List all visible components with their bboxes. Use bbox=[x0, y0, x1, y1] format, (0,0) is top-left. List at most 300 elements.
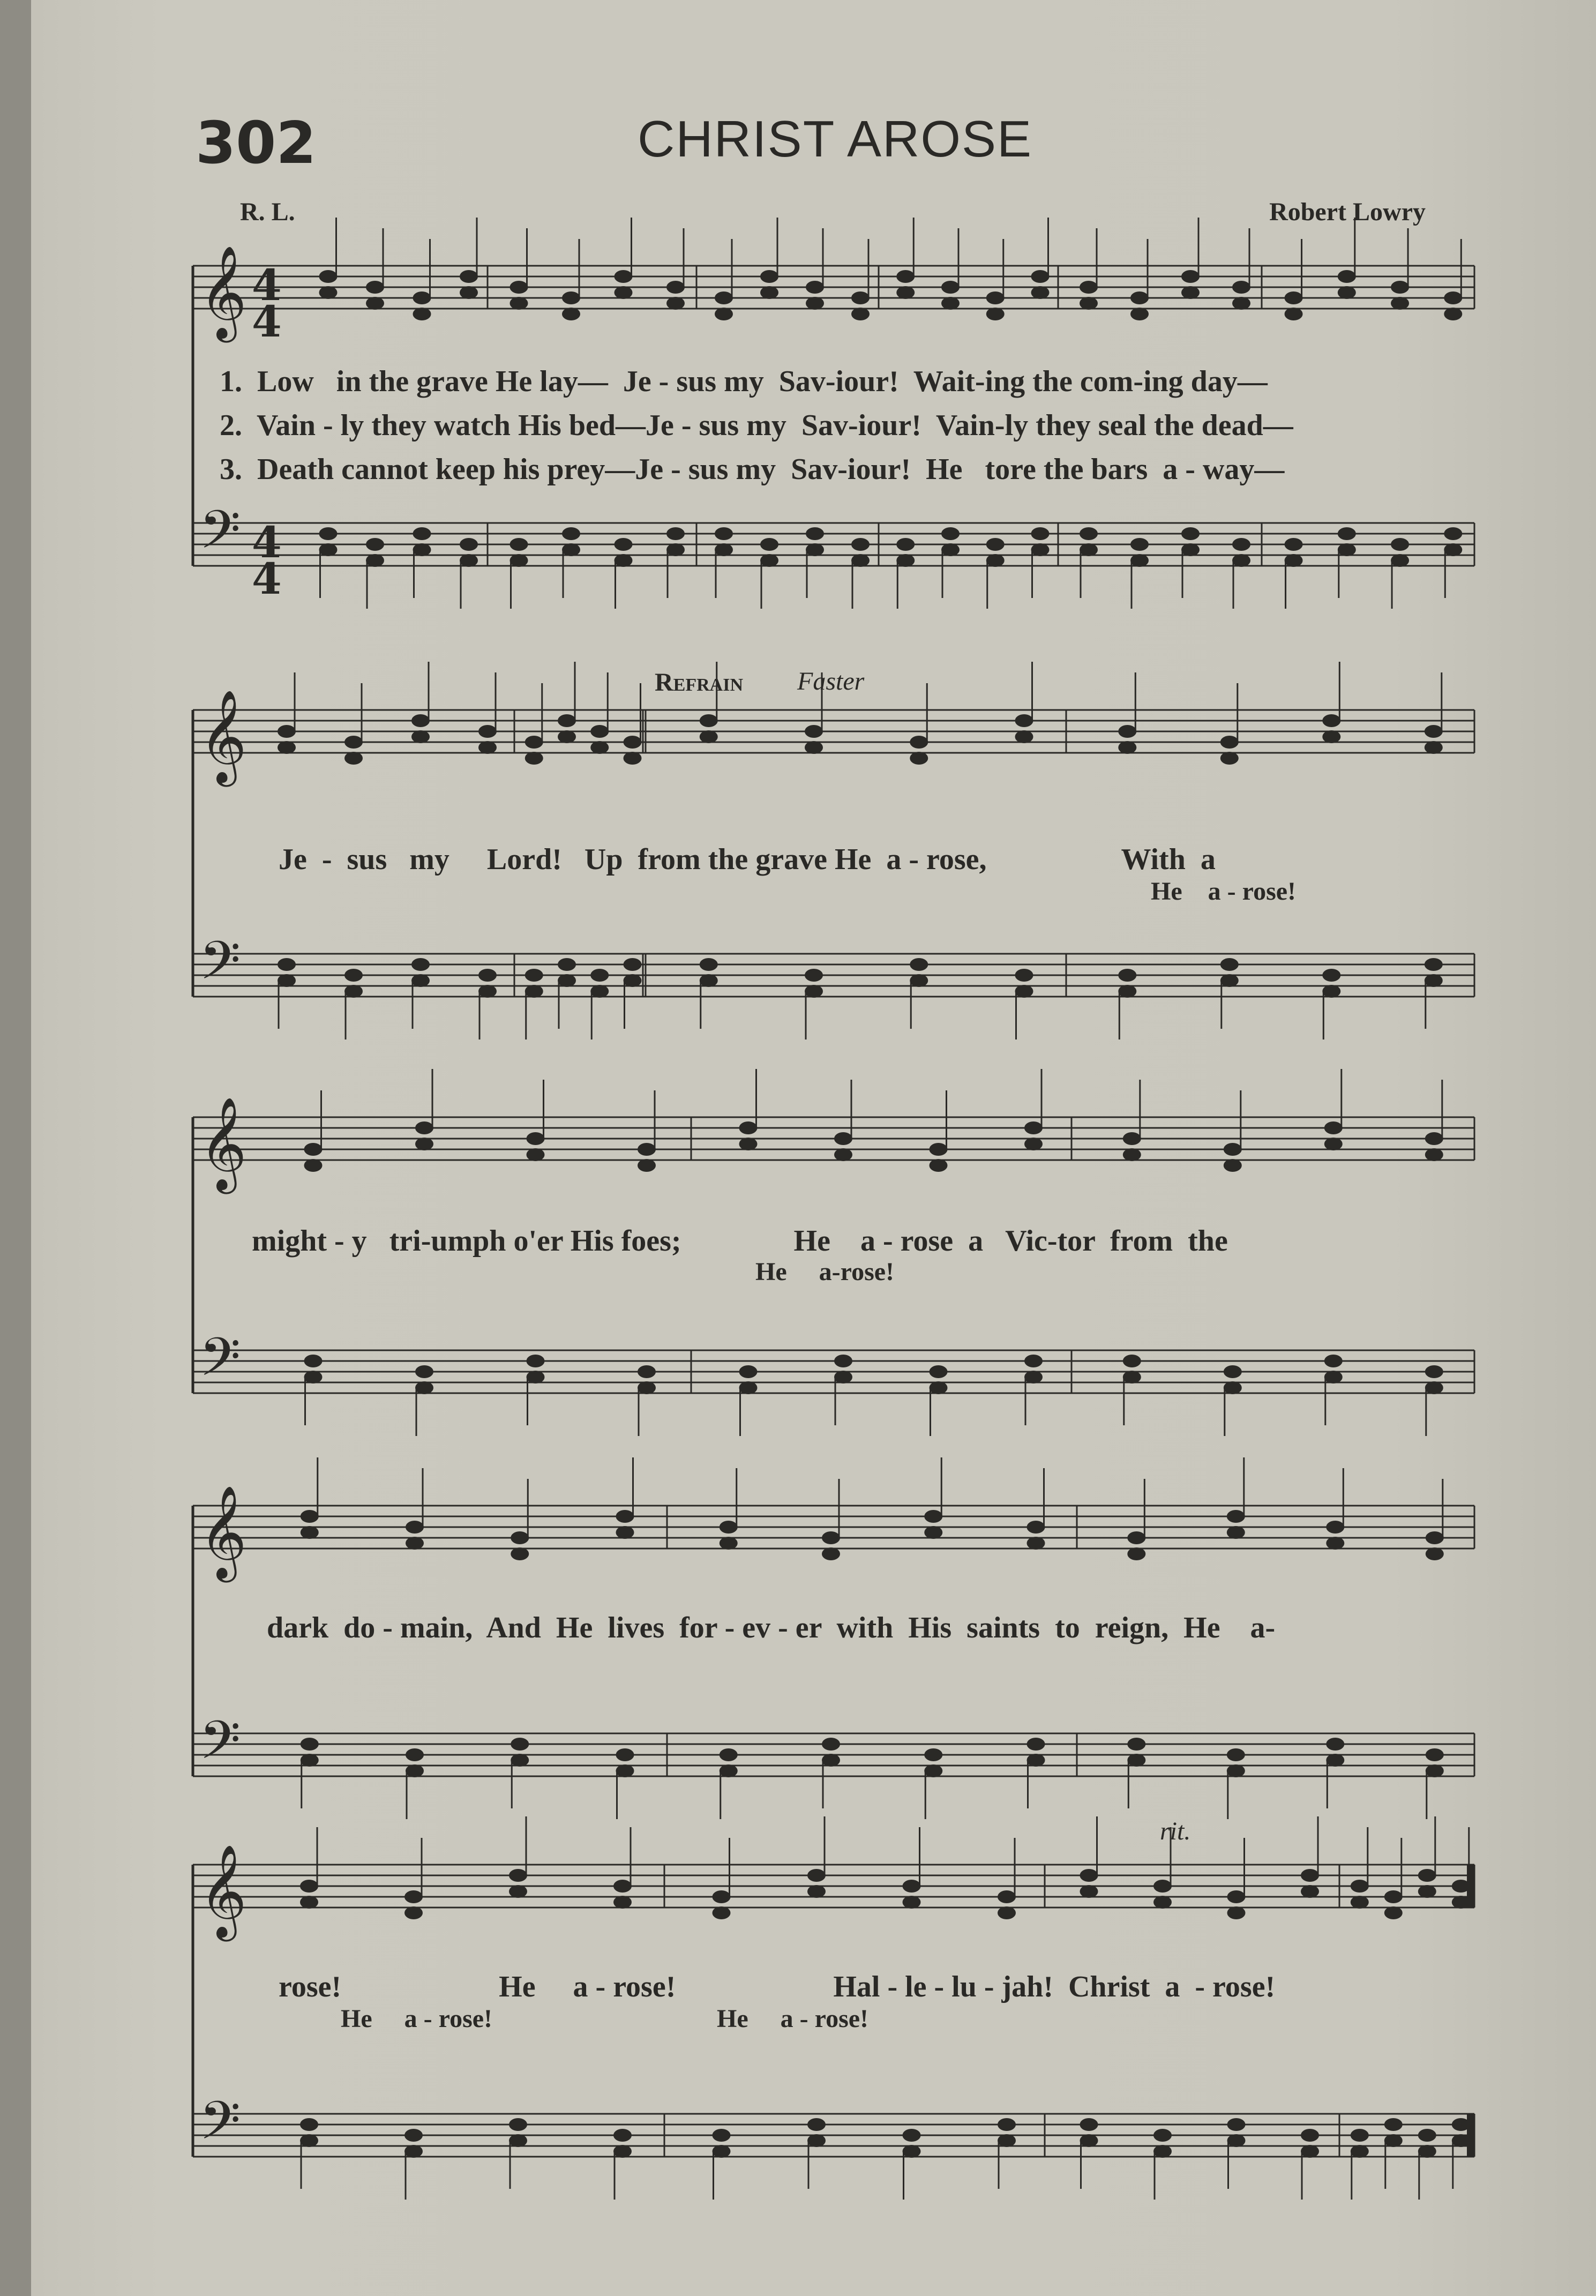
bass-notehead bbox=[509, 2118, 527, 2131]
treble-notehead bbox=[525, 736, 543, 749]
bass-notehead bbox=[613, 2129, 632, 2142]
composer-credit: Robert Lowry bbox=[1269, 198, 1426, 226]
bass-notehead bbox=[1220, 958, 1239, 971]
treble-notehead bbox=[301, 1510, 319, 1523]
bass-notehead bbox=[278, 958, 296, 971]
treble-notehead bbox=[1224, 1143, 1242, 1156]
treble-notehead bbox=[910, 752, 928, 765]
bass-notehead bbox=[1227, 1764, 1245, 1777]
bass-notehead bbox=[562, 527, 580, 540]
treble-notehead bbox=[805, 725, 823, 738]
treble-notehead bbox=[910, 736, 928, 749]
bass-notehead bbox=[1324, 1355, 1343, 1367]
echo-lyric: He a-rose! bbox=[755, 1258, 895, 1286]
bass-notehead bbox=[822, 1754, 840, 1767]
treble-notehead bbox=[739, 1138, 758, 1150]
bass-notehead bbox=[666, 543, 685, 556]
treble-notehead bbox=[300, 1880, 318, 1893]
bass-notehead bbox=[1127, 1738, 1145, 1751]
bass-notehead bbox=[413, 543, 431, 556]
bass-notehead bbox=[304, 1355, 323, 1367]
bass-notehead bbox=[739, 1365, 758, 1378]
treble-notehead bbox=[1322, 714, 1340, 727]
treble-notehead bbox=[1227, 1890, 1246, 1903]
treble-notehead bbox=[903, 1896, 921, 1909]
bass-notehead bbox=[1232, 554, 1250, 567]
bass-notehead bbox=[806, 543, 824, 556]
bass-notehead bbox=[715, 543, 733, 556]
treble-clef-icon: 𝄞 bbox=[199, 1485, 247, 1579]
treble-notehead bbox=[415, 1138, 433, 1150]
bass-notehead bbox=[1338, 543, 1356, 556]
bass-notehead bbox=[344, 985, 363, 998]
bass-notehead bbox=[1015, 985, 1033, 998]
bass-notehead bbox=[300, 2118, 318, 2131]
refrain-lyrics-line-4: rose! He a - rose! Hal - le - lu - jah! Christ a - rose! bbox=[279, 1970, 1276, 2003]
bass-notehead bbox=[616, 1748, 634, 1761]
treble-notehead bbox=[613, 1896, 632, 1909]
treble-notehead bbox=[366, 281, 384, 294]
bass-notehead bbox=[713, 2129, 731, 2142]
treble-notehead bbox=[1080, 281, 1098, 294]
treble-notehead bbox=[1351, 1880, 1369, 1893]
bass-notehead bbox=[460, 554, 478, 567]
refrain-lyrics-line-1: Je - sus my Lord! Up from the grave He a - rose, With a bbox=[279, 843, 1216, 876]
treble-clef-icon: 𝄞 bbox=[199, 690, 247, 783]
treble-notehead bbox=[1301, 1885, 1319, 1898]
bass-notehead bbox=[638, 1381, 656, 1394]
treble-notehead bbox=[700, 714, 718, 727]
bass-notehead bbox=[613, 2145, 632, 2158]
bass-notehead bbox=[924, 1764, 942, 1777]
treble-notehead bbox=[301, 1526, 319, 1539]
bass-notehead bbox=[986, 538, 1005, 551]
bass-notehead bbox=[558, 958, 576, 971]
treble-notehead bbox=[930, 1159, 948, 1172]
treble-notehead bbox=[1425, 725, 1443, 738]
bass-notehead bbox=[1426, 1748, 1444, 1761]
treble-notehead bbox=[1384, 1906, 1403, 1919]
time-signature-bottom-bass: 4 bbox=[252, 554, 282, 604]
treble-notehead bbox=[525, 752, 543, 765]
bass-clef-icon: 𝄢 bbox=[199, 930, 241, 1005]
treble-notehead bbox=[1127, 1547, 1145, 1560]
treble-notehead bbox=[300, 1896, 318, 1909]
treble-notehead bbox=[509, 1885, 527, 1898]
refrain-label: Refrain bbox=[655, 668, 744, 697]
treble-notehead bbox=[739, 1121, 758, 1134]
treble-notehead bbox=[1301, 1869, 1319, 1882]
treble-notehead bbox=[558, 714, 576, 727]
tempo-marking: Faster bbox=[797, 667, 865, 695]
treble-notehead bbox=[1418, 1885, 1436, 1898]
treble-notehead bbox=[713, 1890, 731, 1903]
treble-notehead bbox=[1426, 1547, 1444, 1560]
treble-notehead bbox=[1285, 308, 1303, 320]
bass-notehead bbox=[1080, 543, 1098, 556]
treble-notehead bbox=[406, 1537, 424, 1550]
bass-notehead bbox=[1285, 554, 1303, 567]
treble-notehead bbox=[1452, 1880, 1470, 1893]
treble-notehead bbox=[478, 741, 497, 754]
treble-notehead bbox=[278, 741, 296, 754]
treble-notehead bbox=[624, 736, 642, 749]
bass-notehead bbox=[1227, 2118, 1246, 2131]
bass-notehead bbox=[1322, 969, 1340, 982]
treble-notehead bbox=[1027, 1521, 1045, 1534]
treble-notehead bbox=[1220, 736, 1239, 749]
bass-notehead bbox=[720, 1748, 738, 1761]
treble-notehead bbox=[278, 725, 296, 738]
bass-notehead bbox=[1027, 1738, 1045, 1751]
treble-notehead bbox=[715, 308, 733, 320]
treble-notehead bbox=[304, 1143, 323, 1156]
treble-notehead bbox=[1391, 281, 1409, 294]
treble-notehead bbox=[1080, 297, 1098, 310]
bass-notehead bbox=[590, 985, 609, 998]
bass-notehead bbox=[739, 1381, 758, 1394]
bass-notehead bbox=[478, 969, 497, 982]
treble-notehead bbox=[1031, 286, 1050, 299]
bass-notehead bbox=[666, 527, 685, 540]
treble-notehead bbox=[1227, 1510, 1245, 1523]
treble-notehead bbox=[700, 730, 718, 743]
bass-notehead bbox=[760, 538, 778, 551]
treble-notehead bbox=[1227, 1526, 1245, 1539]
bass-notehead bbox=[411, 974, 430, 987]
bass-notehead bbox=[1301, 2145, 1319, 2158]
bass-notehead bbox=[511, 1754, 529, 1767]
bass-notehead bbox=[896, 538, 915, 551]
bass-notehead bbox=[910, 974, 928, 987]
treble-notehead bbox=[930, 1143, 948, 1156]
bass-notehead bbox=[366, 554, 384, 567]
treble-notehead bbox=[834, 1148, 852, 1161]
treble-notehead bbox=[1015, 714, 1033, 727]
treble-notehead bbox=[1418, 1869, 1436, 1882]
treble-notehead bbox=[851, 291, 870, 304]
treble-notehead bbox=[1127, 1531, 1145, 1544]
treble-notehead bbox=[1027, 1537, 1045, 1550]
bass-notehead bbox=[834, 1371, 852, 1383]
bass-notehead bbox=[525, 985, 543, 998]
treble-notehead bbox=[720, 1521, 738, 1534]
treble-notehead bbox=[1384, 1890, 1403, 1903]
treble-notehead bbox=[562, 308, 580, 320]
treble-notehead bbox=[366, 297, 384, 310]
treble-notehead bbox=[834, 1132, 852, 1145]
treble-clef-icon: 𝄞 bbox=[199, 1097, 247, 1190]
bass-notehead bbox=[1118, 985, 1136, 998]
echo-lyric: He a - rose! bbox=[341, 2005, 493, 2033]
bass-notehead bbox=[1031, 527, 1050, 540]
bass-notehead bbox=[1220, 974, 1239, 987]
bass-notehead bbox=[1027, 1754, 1045, 1767]
bass-clef-icon: 𝄢 bbox=[199, 499, 241, 574]
treble-notehead bbox=[1338, 270, 1356, 283]
bass-notehead bbox=[1118, 969, 1136, 982]
treble-notehead bbox=[986, 291, 1005, 304]
bass-notehead bbox=[851, 554, 870, 567]
bass-notehead bbox=[1384, 2118, 1403, 2131]
bass-notehead bbox=[1301, 2129, 1319, 2142]
treble-notehead bbox=[404, 1890, 423, 1903]
treble-notehead bbox=[1338, 286, 1356, 299]
treble-notehead bbox=[1130, 291, 1149, 304]
treble-notehead bbox=[1118, 741, 1136, 754]
bass-notehead bbox=[1224, 1365, 1242, 1378]
treble-notehead bbox=[1220, 752, 1239, 765]
bass-notehead bbox=[1181, 527, 1200, 540]
treble-notehead bbox=[1123, 1148, 1141, 1161]
bass-notehead bbox=[930, 1381, 948, 1394]
treble-notehead bbox=[1181, 270, 1200, 283]
bass-notehead bbox=[558, 974, 576, 987]
bass-notehead bbox=[1338, 527, 1356, 540]
bass-notehead bbox=[941, 527, 960, 540]
treble-notehead bbox=[1326, 1521, 1344, 1534]
treble-notehead bbox=[713, 1906, 731, 1919]
treble-notehead bbox=[624, 752, 642, 765]
bass-notehead bbox=[1227, 1748, 1245, 1761]
bass-notehead bbox=[404, 2145, 423, 2158]
treble-notehead bbox=[478, 725, 497, 738]
bass-notehead bbox=[1351, 2129, 1369, 2142]
bass-notehead bbox=[1153, 2145, 1172, 2158]
bass-notehead bbox=[415, 1381, 433, 1394]
bass-notehead bbox=[851, 538, 870, 551]
bass-notehead bbox=[615, 554, 633, 567]
bass-notehead bbox=[807, 2118, 826, 2131]
bass-notehead bbox=[415, 1365, 433, 1378]
treble-notehead bbox=[760, 270, 778, 283]
bass-notehead bbox=[986, 554, 1005, 567]
treble-notehead bbox=[715, 291, 733, 304]
treble-notehead bbox=[998, 1890, 1016, 1903]
bass-notehead bbox=[478, 985, 497, 998]
bass-notehead bbox=[1326, 1738, 1344, 1751]
treble-notehead bbox=[666, 281, 685, 294]
bass-notehead bbox=[1391, 538, 1409, 551]
treble-notehead bbox=[998, 1906, 1016, 1919]
bass-notehead bbox=[511, 1738, 529, 1751]
bass-notehead bbox=[713, 2145, 731, 2158]
bass-notehead bbox=[510, 538, 528, 551]
bass-notehead bbox=[805, 969, 823, 982]
treble-notehead bbox=[460, 286, 478, 299]
treble-notehead bbox=[806, 281, 824, 294]
treble-notehead bbox=[413, 308, 431, 320]
hymn-number: 302 bbox=[196, 110, 317, 177]
treble-notehead bbox=[666, 297, 685, 310]
bass-notehead bbox=[1080, 2134, 1098, 2147]
bass-notehead bbox=[615, 538, 633, 551]
bass-notehead bbox=[715, 527, 733, 540]
bass-notehead bbox=[590, 969, 609, 982]
treble-notehead bbox=[406, 1521, 424, 1534]
bass-notehead bbox=[1080, 2118, 1098, 2131]
bass-notehead bbox=[1232, 538, 1250, 551]
bass-notehead bbox=[413, 527, 431, 540]
ritardando-marking: rit. bbox=[1160, 1817, 1191, 1845]
bass-notehead bbox=[1452, 2134, 1470, 2147]
treble-notehead bbox=[903, 1880, 921, 1893]
treble-notehead bbox=[1285, 291, 1303, 304]
bass-notehead bbox=[319, 543, 338, 556]
bass-clef-icon: 𝄢 bbox=[199, 1710, 241, 1784]
treble-notehead bbox=[941, 297, 960, 310]
treble-notehead bbox=[720, 1537, 738, 1550]
bass-notehead bbox=[527, 1355, 545, 1367]
bass-notehead bbox=[301, 1738, 319, 1751]
bass-notehead bbox=[760, 554, 778, 567]
treble-notehead bbox=[638, 1159, 656, 1172]
bass-notehead bbox=[822, 1738, 840, 1751]
bass-notehead bbox=[1418, 2129, 1436, 2142]
bass-notehead bbox=[700, 958, 718, 971]
bass-notehead bbox=[1351, 2145, 1369, 2158]
treble-notehead bbox=[344, 752, 363, 765]
bass-notehead bbox=[910, 958, 928, 971]
bass-notehead bbox=[1425, 1381, 1443, 1394]
bass-clef-icon: 𝄢 bbox=[199, 1327, 241, 1401]
treble-notehead bbox=[1351, 1896, 1369, 1909]
treble-notehead bbox=[1153, 1880, 1172, 1893]
treble-notehead bbox=[562, 291, 580, 304]
treble-notehead bbox=[304, 1159, 323, 1172]
treble-notehead bbox=[1015, 730, 1033, 743]
treble-notehead bbox=[1181, 286, 1200, 299]
treble-notehead bbox=[510, 297, 528, 310]
verse-1-line: 1. Low in the grave He lay— Je - sus my Sav-iour! Wait-ing the com-ing day— bbox=[220, 365, 1268, 398]
treble-notehead bbox=[411, 714, 430, 727]
bass-notehead bbox=[1015, 969, 1033, 982]
final-barline bbox=[1467, 2114, 1474, 2157]
treble-notehead bbox=[344, 736, 363, 749]
bass-notehead bbox=[527, 1371, 545, 1383]
bass-notehead bbox=[1426, 1764, 1444, 1777]
treble-clef-icon: 𝄞 bbox=[199, 1844, 247, 1938]
bass-notehead bbox=[1227, 2134, 1246, 2147]
treble-notehead bbox=[616, 1510, 634, 1523]
treble-notehead bbox=[527, 1132, 545, 1145]
treble-clef-icon: 𝄞 bbox=[199, 245, 247, 339]
treble-notehead bbox=[413, 291, 431, 304]
bass-notehead bbox=[460, 538, 478, 551]
bass-notehead bbox=[510, 554, 528, 567]
time-signature-top-bass: 4 bbox=[252, 517, 282, 567]
treble-notehead bbox=[1324, 1138, 1343, 1150]
bass-notehead bbox=[509, 2134, 527, 2147]
treble-notehead bbox=[527, 1148, 545, 1161]
treble-notehead bbox=[1425, 741, 1443, 754]
bass-notehead bbox=[1024, 1355, 1043, 1367]
bass-notehead bbox=[1425, 1365, 1443, 1378]
treble-notehead bbox=[806, 297, 824, 310]
bass-notehead bbox=[278, 974, 296, 987]
bass-notehead bbox=[720, 1764, 738, 1777]
bass-notehead bbox=[1123, 1371, 1141, 1383]
treble-notehead bbox=[924, 1510, 942, 1523]
treble-notehead bbox=[1324, 1121, 1343, 1134]
echo-lyric: He a - rose! bbox=[1151, 877, 1297, 906]
bass-notehead bbox=[1391, 554, 1409, 567]
bass-notehead bbox=[404, 2129, 423, 2142]
treble-notehead bbox=[509, 1869, 527, 1882]
bass-notehead bbox=[1324, 1371, 1343, 1383]
treble-notehead bbox=[1153, 1896, 1172, 1909]
bass-notehead bbox=[1384, 2134, 1403, 2147]
bass-notehead bbox=[624, 958, 642, 971]
bass-notehead bbox=[1031, 543, 1050, 556]
treble-notehead bbox=[615, 270, 633, 283]
treble-notehead bbox=[760, 286, 778, 299]
treble-notehead bbox=[511, 1547, 529, 1560]
bass-notehead bbox=[1452, 2118, 1470, 2131]
treble-notehead bbox=[613, 1880, 632, 1893]
bass-notehead bbox=[616, 1764, 634, 1777]
bass-notehead bbox=[924, 1748, 942, 1761]
bass-notehead bbox=[1153, 2129, 1172, 2142]
bass-notehead bbox=[1080, 527, 1098, 540]
bass-notehead bbox=[1024, 1371, 1043, 1383]
bass-notehead bbox=[406, 1748, 424, 1761]
hymn-title: CHRIST AROSE bbox=[638, 110, 1033, 168]
treble-notehead bbox=[590, 725, 609, 738]
treble-notehead bbox=[404, 1906, 423, 1919]
treble-notehead bbox=[1024, 1138, 1043, 1150]
treble-notehead bbox=[1425, 1148, 1443, 1161]
treble-notehead bbox=[1080, 1869, 1098, 1882]
treble-notehead bbox=[1227, 1906, 1246, 1919]
echo-lyric: He a - rose! bbox=[717, 2005, 869, 2033]
treble-notehead bbox=[615, 286, 633, 299]
treble-notehead bbox=[1031, 270, 1050, 283]
bass-notehead bbox=[1130, 554, 1149, 567]
bass-notehead bbox=[304, 1371, 323, 1383]
refrain-lyrics-line-2: might - y tri-umph o'er His foes; He a - rose a Vic-tor from the bbox=[252, 1224, 1228, 1258]
treble-notehead bbox=[319, 286, 338, 299]
treble-notehead bbox=[319, 270, 338, 283]
treble-notehead bbox=[1391, 297, 1409, 310]
verse-2-line: 2. Vain - ly they watch His bed—Je - sus my Sav-iour! Vain-ly they seal the dead— bbox=[220, 409, 1293, 442]
bass-notehead bbox=[1322, 985, 1340, 998]
treble-notehead bbox=[941, 281, 960, 294]
treble-notehead bbox=[1123, 1132, 1141, 1145]
treble-notehead bbox=[558, 730, 576, 743]
bass-notehead bbox=[1425, 958, 1443, 971]
bass-notehead bbox=[624, 974, 642, 987]
bass-notehead bbox=[300, 2134, 318, 2147]
bass-notehead bbox=[807, 2134, 826, 2147]
treble-notehead bbox=[1130, 308, 1149, 320]
bass-notehead bbox=[1425, 974, 1443, 987]
treble-notehead bbox=[822, 1547, 840, 1560]
treble-notehead bbox=[1118, 725, 1136, 738]
bass-notehead bbox=[366, 538, 384, 551]
time-signature-top-treble: 4 bbox=[252, 260, 282, 310]
bass-notehead bbox=[930, 1365, 948, 1378]
bass-notehead bbox=[411, 958, 430, 971]
treble-notehead bbox=[1326, 1537, 1344, 1550]
bass-notehead bbox=[700, 974, 718, 987]
bass-notehead bbox=[805, 985, 823, 998]
treble-notehead bbox=[1024, 1121, 1043, 1134]
bass-notehead bbox=[1130, 538, 1149, 551]
treble-notehead bbox=[638, 1143, 656, 1156]
treble-notehead bbox=[1232, 297, 1250, 310]
bass-notehead bbox=[562, 543, 580, 556]
